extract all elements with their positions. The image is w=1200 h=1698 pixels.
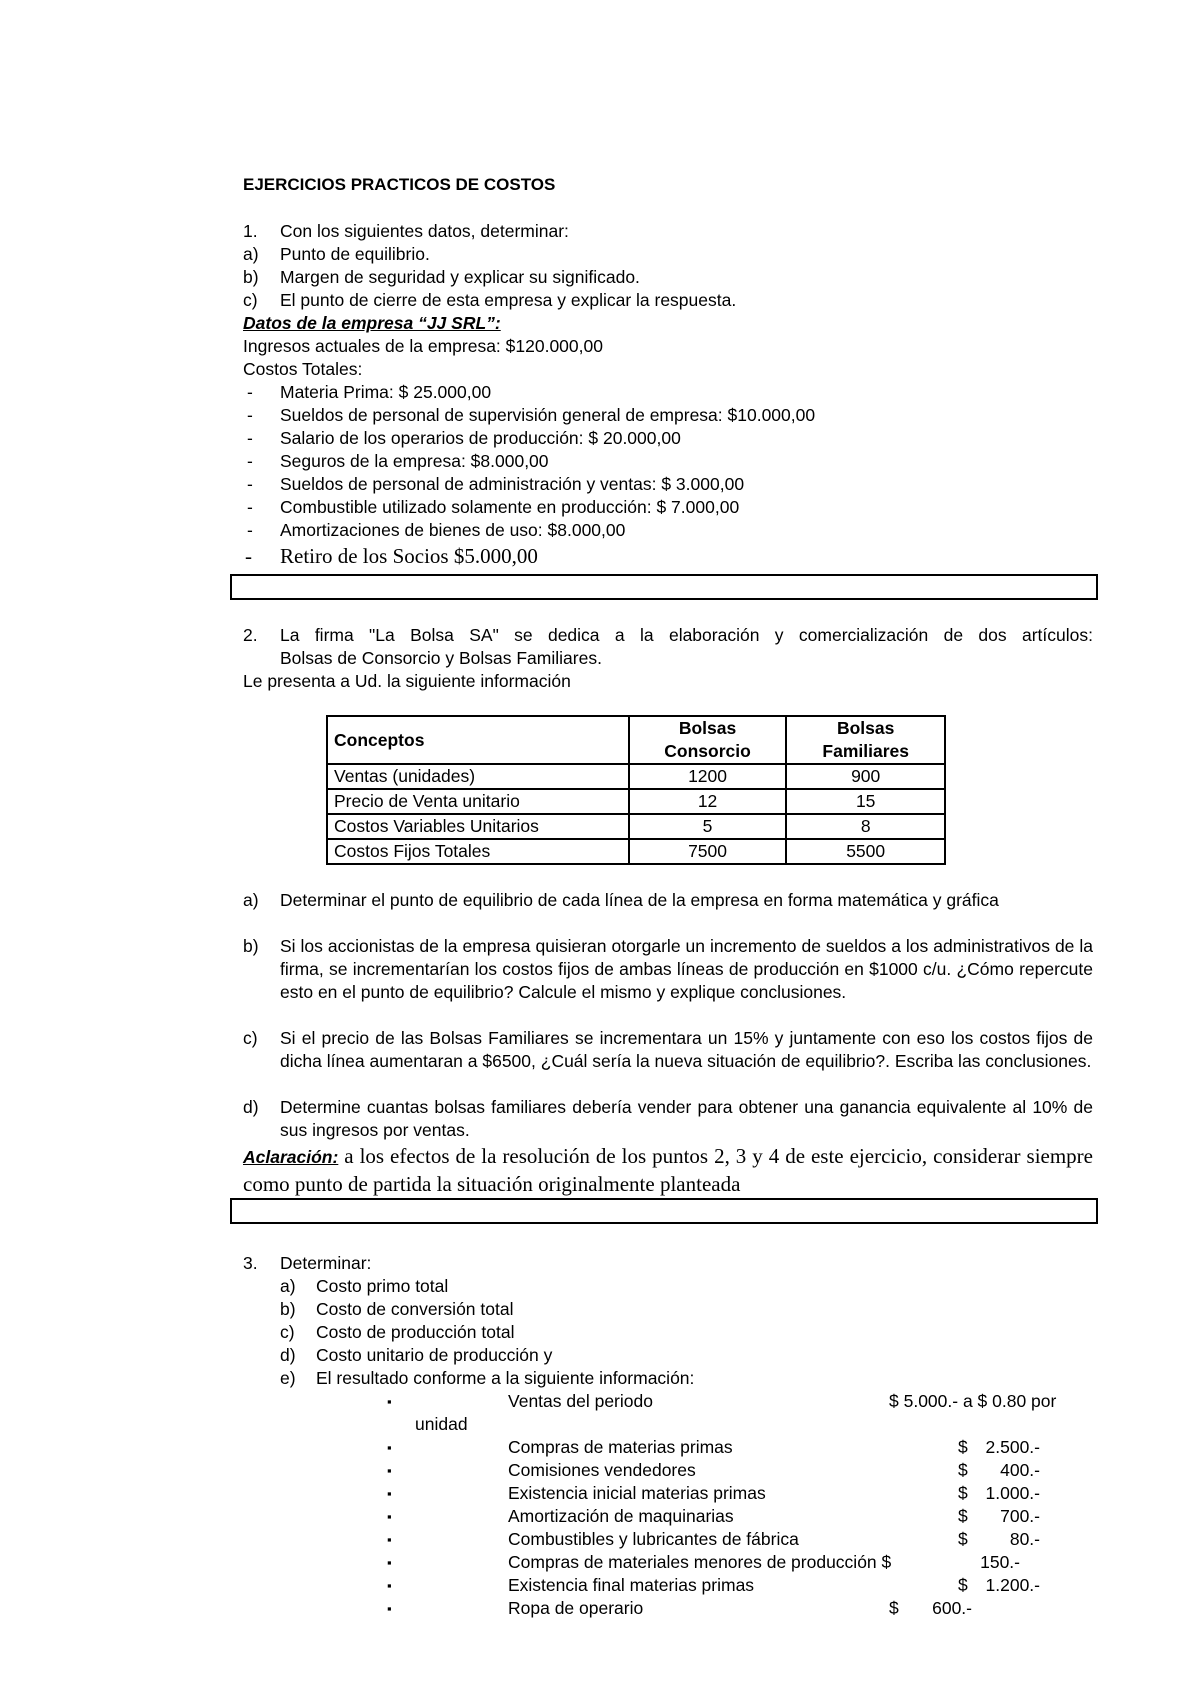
line-currency: $ [958,1460,968,1480]
line-amount: 600.- [932,1598,972,1618]
ex1-number: 1. [243,221,258,241]
ex1-item-b: Margen de seguridad y explicar su significado. [280,267,640,287]
table-cell: Precio de Venta unitario [327,789,629,814]
line-label: Compras de materiales menores de producción $ [508,1552,892,1572]
header-line: Familiares [822,741,909,761]
table-cell: 900 [786,764,945,789]
ex3-number: 3. [243,1253,258,1273]
ex1-intro: Con los siguientes datos, determinar: [280,221,569,241]
bullet-icon: ▪ [387,1463,392,1478]
ex2-item-d-mark: d) [243,1097,259,1117]
bullet-icon: ▪ [387,1578,392,1593]
cost-dash: - [247,382,253,402]
cost-dash: - [247,451,253,471]
header-line: Consorcio [664,741,751,761]
line-label: Comisiones vendedores [508,1460,696,1480]
table-cell: Costos Variables Unitarios [327,814,629,839]
line-label: Ropa de operario [508,1598,644,1618]
ex2-item-c: Si el precio de las Bolsas Familiares se incrementara un 15% y juntamente con eso los costos fijos de dicha línea aumentaran a $6500, ¿Cuál sería la nueva situación de equilibrio?. Escriba las conclusiones. [280,1028,1093,1071]
line-amount: 400.- [1000,1460,1040,1480]
line-currency: $ [958,1529,968,1549]
line-label: Amortización de maquinarias [508,1506,734,1526]
table-cell: 7500 [629,839,787,864]
cost-dash: - [245,544,252,568]
cost-item: Sueldos de personal de supervisión general de empresa: $10.000,00 [280,405,816,425]
line-amount: 2.500.- [985,1437,1040,1457]
bullet-icon: ▪ [387,1509,392,1524]
ex3-item-mark: e) [280,1368,296,1388]
bullet-icon: ▪ [387,1601,392,1616]
bullet-icon: ▪ [387,1532,392,1547]
table-cell: Ventas (unidades) [327,764,629,789]
ex2-item-d: Determine cuantas bolsas familiares debería vender para obtener una ganancia equivalente al 10% de sus ingresos por ventas. [280,1097,1093,1140]
ventas-label: Ventas del periodo [508,1391,653,1411]
table-header [786,716,945,764]
bullet-icon: ▪ [387,1440,392,1455]
header-line: Bolsas [678,718,737,738]
line-amount: 80.- [1009,1529,1040,1549]
ex1-costs-label: Costos Totales: [243,359,363,379]
cost-item: Amortizaciones de bienes de uso: $8.000,00 [280,520,626,540]
line-currency: $ [889,1598,899,1618]
separator-box [230,1198,1098,1224]
document-title: EJERCICIOS PRACTICOS DE COSTOS [243,175,556,194]
ex3-item-mark: b) [280,1299,296,1319]
cost-dash: - [247,474,253,494]
line-amount: 1.000.- [985,1483,1040,1503]
ex2-intro-line1: La firma "La Bolsa SA" se dedica a la elaboración y comercialización de dos artículos: [280,625,1093,645]
line-label: Compras de materias primas [508,1437,733,1457]
ex1-item-a-mark: a) [243,244,259,264]
line-label: Existencia final materias primas [508,1575,755,1595]
table-row [327,814,945,839]
table-header: Conceptos [327,716,629,764]
table-cell: 5500 [786,839,945,864]
ex3-item: Costo unitario de producción y [316,1345,553,1365]
ventas-value: $ 5.000.- a $ 0.80 por [889,1391,1057,1411]
ex1-item-b-mark: b) [243,267,259,287]
ex1-income: Ingresos actuales de la empresa: $120.000,00 [243,336,603,356]
aclaracion-text: a los efectos de la resolución de los puntos 2, 3 y 4 de este ejercicio, considerar siempre como punto de partida la situación originalmente planteada [243,1144,1093,1196]
table-header-row [327,716,945,764]
cost-item: Salario de los operarios de producción: $ 20.000,00 [280,428,681,448]
bolsas-table [326,715,946,865]
ventas-cont: unidad [415,1414,468,1434]
aclaracion-label: Aclaración: [243,1147,339,1167]
ex1-item-a: Punto de equilibrio. [280,244,430,264]
line-currency: $ [958,1437,968,1457]
ex2-aclaracion [243,1143,1093,1199]
line-currency: $ [958,1575,968,1595]
table-cell: 5 [629,814,787,839]
ex1-item-c: El punto de cierre de esta empresa y explicar la respuesta. [280,290,737,310]
ex2-item-a-mark: a) [243,890,259,910]
line-amount: 150.- [980,1552,1020,1572]
ex2-item-a: Determinar el punto de equilibrio de cada línea de la empresa en forma matemática y gráfica [280,890,999,910]
cost-item-retiro: Retiro de los Socios $5.000,00 [280,544,538,568]
ex2-item-c-mark: c) [243,1028,258,1048]
cost-item: Combustible utilizado solamente en producción: $ 7.000,00 [280,497,740,517]
ex3-item-mark: c) [280,1322,295,1342]
line-amount: 700.- [1000,1506,1040,1526]
table-cell: 1200 [629,764,787,789]
cost-dash: - [247,497,253,517]
ex1-data-heading: Datos de la empresa “JJ SRL”: [243,313,501,333]
ex2-number: 2. [243,625,258,645]
table-header [629,716,787,764]
table-row [327,764,945,789]
table-cell: 8 [786,814,945,839]
ex3-intro: Determinar: [280,1253,372,1273]
cost-dash: - [247,520,253,540]
table-cell: 15 [786,789,945,814]
bullet-icon: ▪ [387,1486,392,1501]
ex2-presenta: Le presenta a Ud. la siguiente información [243,671,571,691]
cost-dash: - [247,428,253,448]
ex3-item: El resultado conforme a la siguiente información: [316,1368,695,1388]
ex2-item-b-mark: b) [243,936,259,956]
line-currency: $ [958,1483,968,1503]
line-amount: 1.200.- [985,1575,1040,1595]
cost-item: Materia Prima: $ 25.000,00 [280,382,492,402]
table-row [327,839,945,864]
line-label: Existencia inicial materias primas [508,1483,766,1503]
separator-box [230,574,1098,600]
line-currency: $ [958,1506,968,1526]
ex2-intro-line2: Bolsas de Consorcio y Bolsas Familiares. [280,648,602,668]
bullet-icon: ▪ [387,1555,392,1570]
table-cell: Costos Fijos Totales [327,839,629,864]
header-line: Bolsas [836,718,895,738]
ex3-item: Costo de conversión total [316,1299,514,1319]
ex3-item: Costo de producción total [316,1322,515,1342]
cost-dash: - [247,405,253,425]
table-row [327,789,945,814]
bullet-icon: ▪ [387,1394,392,1409]
ex1-item-c-mark: c) [243,290,258,310]
table-cell: 12 [629,789,787,814]
line-label: Combustibles y lubricantes de fábrica [508,1529,799,1549]
ex3-item-mark: d) [280,1345,296,1365]
cost-item: Sueldos de personal de administración y ventas: $ 3.000,00 [280,474,745,494]
ex3-item-mark: a) [280,1276,296,1296]
ex2-item-b: Si los accionistas de la empresa quisieran otorgarle un incremento de sueldos a los administrativos de la firma, se incrementarían los costos fijos de ambas líneas de producción en $1000 c/u. ¿Cómo repercute esto en el punto de equilibrio? Calcule el mismo y explique conclusiones. [280,936,1093,1002]
ex3-item: Costo primo total [316,1276,449,1296]
cost-item: Seguros de la empresa: $8.000,00 [280,451,549,471]
